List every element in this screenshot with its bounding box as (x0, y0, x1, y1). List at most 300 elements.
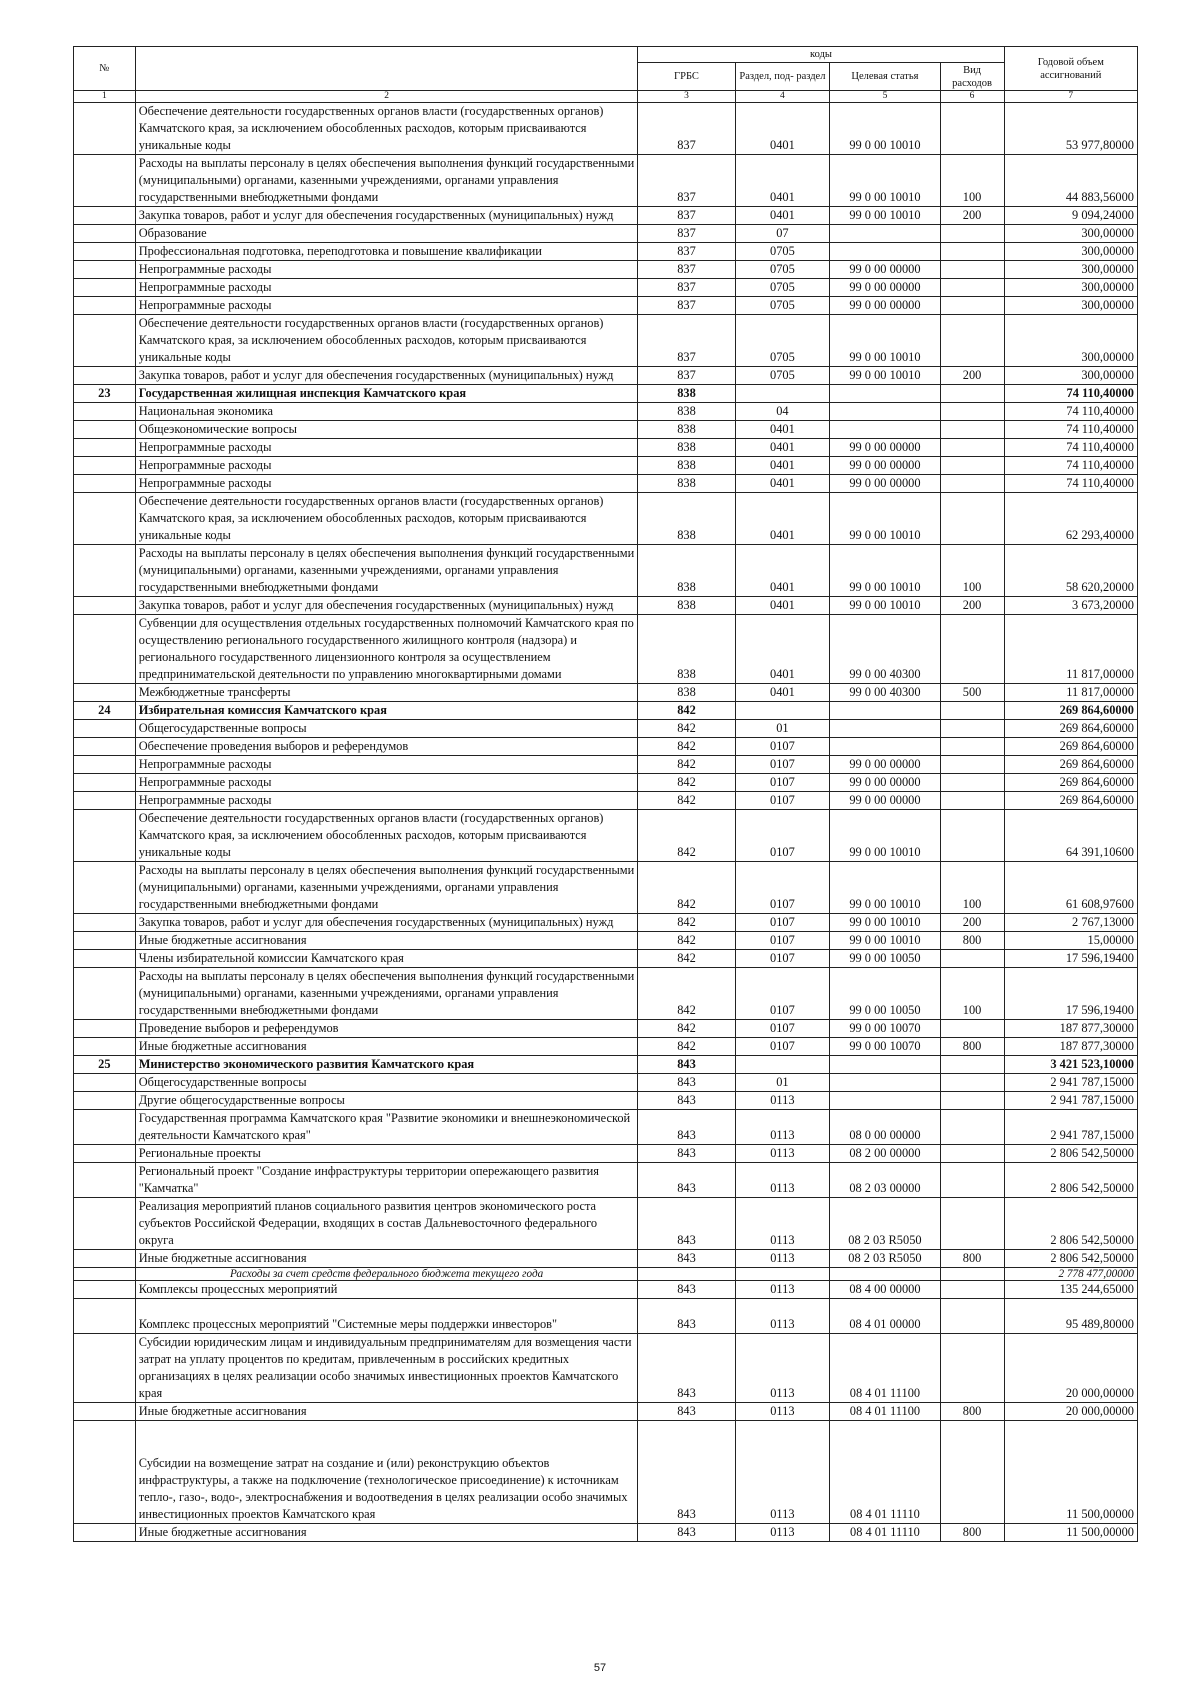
row-section: 0107 (735, 1020, 830, 1038)
table-row (74, 810, 1138, 862)
row-section: 0107 (735, 792, 830, 810)
row-section: 01 (735, 720, 830, 738)
row-grbs: 838 (638, 403, 735, 421)
row-grbs: 842 (638, 1038, 735, 1056)
row-target (830, 1092, 940, 1110)
row-name: Иные бюджетные ассигнования (135, 932, 638, 950)
row-section: 0401 (735, 207, 830, 225)
row-number (74, 792, 136, 810)
row-type: 100 (940, 155, 1004, 207)
row-amount: 61 608,97600 (1004, 862, 1137, 914)
row-name: Закупка товаров, работ и услуг для обеспечения государственных (муниципальных) нужд (135, 367, 638, 385)
row-amount: 269 864,60000 (1004, 774, 1137, 792)
row-number (74, 862, 136, 914)
row-number (74, 738, 136, 756)
table-row (74, 950, 1138, 968)
row-amount: 9 094,24000 (1004, 207, 1137, 225)
row-target: 99 0 00 10050 (830, 950, 940, 968)
table-row (74, 1299, 1138, 1334)
row-type (940, 1163, 1004, 1198)
row-number (74, 439, 136, 457)
table-row (74, 367, 1138, 385)
row-number (74, 315, 136, 367)
row-grbs: 837 (638, 279, 735, 297)
row-type: 100 (940, 545, 1004, 597)
row-number: 24 (74, 702, 136, 720)
row-number (74, 1110, 136, 1145)
row-name: Субсидии на возмещение затрат на создание и (или) реконструкцию объектов инфраструктуры, а также на подключение (технологическое присоединение) к источникам тепло-, газо-, водо-, электроснабжения и водоотведения в целях реализации особо значимых инвестиционных проектов Камчатского края (135, 1421, 638, 1524)
row-grbs: 843 (638, 1056, 735, 1074)
row-amount: 2 806 542,50000 (1004, 1198, 1137, 1250)
row-section: 0113 (735, 1421, 830, 1524)
table-row (74, 457, 1138, 475)
header-idx-7: 7 (1004, 91, 1137, 103)
row-amount: 74 110,40000 (1004, 385, 1137, 403)
row-amount: 11 817,00000 (1004, 615, 1137, 684)
row-number (74, 1163, 136, 1198)
row-type: 200 (940, 207, 1004, 225)
row-number (74, 225, 136, 243)
row-section (735, 385, 830, 403)
row-type (940, 1020, 1004, 1038)
row-section: 0401 (735, 439, 830, 457)
row-target: 99 0 00 00000 (830, 475, 940, 493)
row-amount: 3 673,20000 (1004, 597, 1137, 615)
row-number (74, 367, 136, 385)
row-amount: 135 244,65000 (1004, 1281, 1137, 1299)
row-grbs: 842 (638, 774, 735, 792)
row-section: 0107 (735, 756, 830, 774)
row-number (74, 545, 136, 597)
row-type (940, 493, 1004, 545)
table-row (74, 774, 1138, 792)
row-number (74, 261, 136, 279)
header-idx-2: 2 (135, 91, 638, 103)
row-number (74, 243, 136, 261)
header-type: Вид расходов (940, 63, 1004, 91)
table-row (74, 914, 1138, 932)
row-number (74, 810, 136, 862)
row-grbs: 842 (638, 914, 735, 932)
row-amount: 64 391,10600 (1004, 810, 1137, 862)
table-row (74, 439, 1138, 457)
table-row (74, 862, 1138, 914)
row-name: Расходы на выплаты персоналу в целях обеспечения выполнения функций государственными (муниципальными) органами, казенными учреждениями, органами управления государственными внебюджетными фондами (135, 862, 638, 914)
row-number (74, 756, 136, 774)
budget-table-page (73, 46, 1138, 1542)
row-amount: 20 000,00000 (1004, 1334, 1137, 1403)
table-row (74, 243, 1138, 261)
row-grbs: 838 (638, 385, 735, 403)
table-row (74, 103, 1138, 155)
row-number (74, 684, 136, 702)
row-type (940, 615, 1004, 684)
row-grbs: 838 (638, 475, 735, 493)
row-grbs: 838 (638, 493, 735, 545)
row-target (830, 243, 940, 261)
row-amount: 269 864,60000 (1004, 720, 1137, 738)
row-number (74, 720, 136, 738)
table-row (74, 315, 1138, 367)
row-grbs: 837 (638, 297, 735, 315)
row-section: 0401 (735, 103, 830, 155)
row-name: Реализация мероприятий планов социального развития центров экономического роста субъектов Российской Федерации, входящих в состав Дальневосточного федерального округа (135, 1198, 638, 1250)
row-section: 0401 (735, 457, 830, 475)
row-grbs: 842 (638, 702, 735, 720)
row-amount: 300,00000 (1004, 261, 1137, 279)
row-name: Обеспечение деятельности государственных органов власти (государственных органов) Камчатского края, за исключением обособленных расходов, которым присваиваются уникальные коды (135, 315, 638, 367)
row-name: Региональные проекты (135, 1145, 638, 1163)
row-target: 08 4 01 00000 (830, 1299, 940, 1334)
row-target: 08 2 03 R5050 (830, 1250, 940, 1268)
row-section: 0705 (735, 297, 830, 315)
row-number (74, 968, 136, 1020)
row-grbs: 843 (638, 1281, 735, 1299)
row-type: 800 (940, 1038, 1004, 1056)
header-section: Раздел, под- раздел (735, 63, 830, 91)
row-name: Непрограммные расходы (135, 457, 638, 475)
row-type: 800 (940, 1403, 1004, 1421)
row-type (940, 297, 1004, 315)
budget-table (73, 46, 1138, 1542)
row-section: 0705 (735, 315, 830, 367)
row-grbs: 838 (638, 421, 735, 439)
row-type (940, 1145, 1004, 1163)
row-name: Министерство экономического развития Камчатского края (135, 1056, 638, 1074)
row-grbs: 838 (638, 545, 735, 597)
row-grbs: 842 (638, 792, 735, 810)
table-row (74, 403, 1138, 421)
row-number (74, 615, 136, 684)
row-target: 08 4 01 11100 (830, 1334, 940, 1403)
row-type (940, 720, 1004, 738)
table-row (74, 1198, 1138, 1250)
row-target (830, 403, 940, 421)
row-amount: 74 110,40000 (1004, 403, 1137, 421)
row-target: 99 0 00 00000 (830, 261, 940, 279)
row-amount: 300,00000 (1004, 243, 1137, 261)
table-row (74, 792, 1138, 810)
row-section (735, 702, 830, 720)
row-target: 08 0 00 00000 (830, 1110, 940, 1145)
row-number (74, 1403, 136, 1421)
row-type (940, 225, 1004, 243)
row-name: Непрограммные расходы (135, 756, 638, 774)
row-grbs: 843 (638, 1074, 735, 1092)
row-amount: 269 864,60000 (1004, 756, 1137, 774)
row-target (830, 720, 940, 738)
row-target: 99 0 00 40300 (830, 684, 940, 702)
row-grbs: 837 (638, 261, 735, 279)
row-amount: 300,00000 (1004, 279, 1137, 297)
row-type: 100 (940, 862, 1004, 914)
table-row (74, 1038, 1138, 1056)
row-target: 08 2 03 R5050 (830, 1198, 940, 1250)
row-amount: 2 767,13000 (1004, 914, 1137, 932)
row-amount: 300,00000 (1004, 225, 1137, 243)
row-grbs: 838 (638, 597, 735, 615)
row-target: 99 0 00 10010 (830, 810, 940, 862)
table-row (74, 756, 1138, 774)
row-section: 0705 (735, 279, 830, 297)
row-amount: 2 941 787,15000 (1004, 1092, 1137, 1110)
row-number (74, 1092, 136, 1110)
row-target: 99 0 00 00000 (830, 297, 940, 315)
row-section: 07 (735, 225, 830, 243)
row-section: 0401 (735, 597, 830, 615)
table-row (74, 720, 1138, 738)
row-number (74, 1038, 136, 1056)
row-name: Непрограммные расходы (135, 475, 638, 493)
table-row (74, 475, 1138, 493)
row-section: 0113 (735, 1198, 830, 1250)
row-amount: 2 941 787,15000 (1004, 1074, 1137, 1092)
row-amount: 62 293,40000 (1004, 493, 1137, 545)
row-number (74, 1145, 136, 1163)
row-grbs: 842 (638, 720, 735, 738)
row-number (74, 950, 136, 968)
row-type (940, 315, 1004, 367)
row-name: Обеспечение деятельности государственных органов власти (государственных органов) Камчатского края, за исключением обособленных расходов, которым присваиваются уникальные коды (135, 810, 638, 862)
row-target: 99 0 00 40300 (830, 615, 940, 684)
row-name: Обеспечение проведения выборов и референдумов (135, 738, 638, 756)
row-number (74, 597, 136, 615)
row-number (74, 1281, 136, 1299)
row-name: Закупка товаров, работ и услуг для обеспечения государственных (муниципальных) нужд (135, 207, 638, 225)
row-name: Региональный проект "Создание инфраструктуры территории опережающего развития "Камчатка" (135, 1163, 638, 1198)
row-grbs: 838 (638, 615, 735, 684)
table-row (74, 738, 1138, 756)
row-number (74, 103, 136, 155)
row-section: 0113 (735, 1163, 830, 1198)
row-target (830, 1268, 940, 1281)
row-target: 99 0 00 00000 (830, 279, 940, 297)
row-target (830, 738, 940, 756)
row-amount: 269 864,60000 (1004, 702, 1137, 720)
row-type (940, 1110, 1004, 1145)
row-amount: 74 110,40000 (1004, 457, 1137, 475)
row-target (830, 421, 940, 439)
table-row (74, 493, 1138, 545)
row-grbs: 837 (638, 207, 735, 225)
row-name: Расходы за счет средств федерального бюджета текущего года (135, 1268, 638, 1281)
row-name: Закупка товаров, работ и услуг для обеспечения государственных (муниципальных) нужд (135, 914, 638, 932)
table-row (74, 1403, 1138, 1421)
row-amount: 300,00000 (1004, 367, 1137, 385)
row-name: Иные бюджетные ассигнования (135, 1038, 638, 1056)
row-section: 0401 (735, 545, 830, 597)
row-number (74, 421, 136, 439)
row-amount: 11 500,00000 (1004, 1421, 1137, 1524)
row-type (940, 439, 1004, 457)
row-section: 0705 (735, 261, 830, 279)
table-row (74, 1421, 1138, 1524)
row-section: 0113 (735, 1092, 830, 1110)
row-type (940, 1092, 1004, 1110)
row-grbs: 843 (638, 1092, 735, 1110)
row-target (830, 702, 940, 720)
table-body (74, 103, 1138, 1542)
row-type (940, 421, 1004, 439)
row-amount: 11 500,00000 (1004, 1524, 1137, 1542)
row-type: 800 (940, 1524, 1004, 1542)
page-number: 57 (593, 1662, 607, 1674)
row-target (830, 225, 940, 243)
row-target (830, 1074, 940, 1092)
table-row (74, 1281, 1138, 1299)
row-name: Профессиональная подготовка, переподготовка и повышение квалификации (135, 243, 638, 261)
table-row (74, 155, 1138, 207)
row-section: 0113 (735, 1403, 830, 1421)
row-target: 08 2 00 00000 (830, 1145, 940, 1163)
row-target: 99 0 00 10010 (830, 545, 940, 597)
row-target: 99 0 00 10010 (830, 103, 940, 155)
row-target: 99 0 00 00000 (830, 457, 940, 475)
table-row (74, 615, 1138, 684)
row-section: 0107 (735, 968, 830, 1020)
row-target: 99 0 00 10010 (830, 493, 940, 545)
header-idx-5: 5 (830, 91, 940, 103)
row-grbs: 842 (638, 862, 735, 914)
row-name: Иные бюджетные ассигнования (135, 1524, 638, 1542)
header-name (135, 47, 638, 91)
row-name: Субсидии юридическим лицам и индивидуальным предпринимателям для возмещения части затрат на уплату процентов по кредитам, привлеченным в российских кредитных организациях в целях реализации особо значимых инвестиционных проектов Камчатского края (135, 1334, 638, 1403)
row-number (74, 1020, 136, 1038)
header-amount: Годовой объем ассигнований (1004, 47, 1137, 91)
row-amount: 187 877,30000 (1004, 1038, 1137, 1056)
row-grbs: 842 (638, 810, 735, 862)
row-amount: 11 817,00000 (1004, 684, 1137, 702)
row-section: 0113 (735, 1250, 830, 1268)
row-grbs: 842 (638, 1020, 735, 1038)
table-row (74, 545, 1138, 597)
row-number (74, 1334, 136, 1403)
row-number (74, 475, 136, 493)
row-name: Субвенции для осуществления отдельных государственных полномочий Камчатского края по осуществлению регионального государственного жилищного контроля (надзора) и регионального государственного лицензионного контроля за осуществлением предпринимательской деятельности по управлению многоквартирными домами (135, 615, 638, 684)
table-row (74, 684, 1138, 702)
row-number (74, 1299, 136, 1334)
row-section: 0401 (735, 421, 830, 439)
row-number (74, 457, 136, 475)
row-amount: 3 421 523,10000 (1004, 1056, 1137, 1074)
row-grbs: 842 (638, 932, 735, 950)
row-section: 0113 (735, 1299, 830, 1334)
row-number (74, 207, 136, 225)
row-section (735, 1268, 830, 1281)
row-name: Непрограммные расходы (135, 261, 638, 279)
row-amount: 269 864,60000 (1004, 792, 1137, 810)
header-codes-group: коды (638, 47, 1004, 63)
row-name: Общегосударственные вопросы (135, 720, 638, 738)
table-row (74, 297, 1138, 315)
table-row (74, 1268, 1138, 1281)
row-type (940, 1421, 1004, 1524)
header-idx-1: 1 (74, 91, 136, 103)
row-amount: 2 806 542,50000 (1004, 1163, 1137, 1198)
table-row (74, 225, 1138, 243)
row-target (830, 385, 940, 403)
row-target: 99 0 00 10010 (830, 315, 940, 367)
row-type (940, 1334, 1004, 1403)
table-row (74, 1163, 1138, 1198)
row-type (940, 1268, 1004, 1281)
row-name: Расходы на выплаты персоналу в целях обеспечения выполнения функций государственными (муниципальными) органами, казенными учреждениями, органами управления государственными внебюджетными фондами (135, 545, 638, 597)
row-target: 99 0 00 00000 (830, 792, 940, 810)
row-name: Проведение выборов и референдумов (135, 1020, 638, 1038)
table-row (74, 1074, 1138, 1092)
row-number: 25 (74, 1056, 136, 1074)
row-amount: 15,00000 (1004, 932, 1137, 950)
row-grbs: 843 (638, 1198, 735, 1250)
row-section (735, 1056, 830, 1074)
row-number: 23 (74, 385, 136, 403)
table-row (74, 1524, 1138, 1542)
row-section: 0401 (735, 615, 830, 684)
row-number (74, 1250, 136, 1268)
row-amount: 2 806 542,50000 (1004, 1250, 1137, 1268)
row-amount: 300,00000 (1004, 297, 1137, 315)
row-section: 0705 (735, 367, 830, 385)
row-type (940, 457, 1004, 475)
row-amount: 2 941 787,15000 (1004, 1110, 1137, 1145)
row-grbs: 843 (638, 1403, 735, 1421)
row-type (940, 243, 1004, 261)
row-grbs: 837 (638, 155, 735, 207)
row-section: 0113 (735, 1524, 830, 1542)
row-grbs: 843 (638, 1110, 735, 1145)
row-target (830, 1056, 940, 1074)
header-idx-6: 6 (940, 91, 1004, 103)
row-type (940, 1198, 1004, 1250)
row-grbs: 843 (638, 1250, 735, 1268)
header-idx-4: 4 (735, 91, 830, 103)
table-row (74, 1020, 1138, 1038)
row-grbs: 842 (638, 950, 735, 968)
row-grbs: 837 (638, 225, 735, 243)
row-target: 08 4 00 00000 (830, 1281, 940, 1299)
row-type: 200 (940, 367, 1004, 385)
row-amount: 53 977,80000 (1004, 103, 1137, 155)
row-amount: 58 620,20000 (1004, 545, 1137, 597)
row-target: 99 0 00 10010 (830, 367, 940, 385)
row-section: 0705 (735, 243, 830, 261)
row-type (940, 385, 1004, 403)
row-grbs: 843 (638, 1421, 735, 1524)
row-name: Обеспечение деятельности государственных органов власти (государственных органов) Камчатского края, за исключением обособленных расходов, которым присваиваются уникальные коды (135, 493, 638, 545)
row-target: 99 0 00 00000 (830, 439, 940, 457)
row-section: 0107 (735, 810, 830, 862)
row-type (940, 1281, 1004, 1299)
row-section: 0113 (735, 1110, 830, 1145)
row-number (74, 493, 136, 545)
row-amount: 44 883,56000 (1004, 155, 1137, 207)
row-section: 01 (735, 1074, 830, 1092)
row-name: Иные бюджетные ассигнования (135, 1403, 638, 1421)
row-amount: 187 877,30000 (1004, 1020, 1137, 1038)
row-section: 0107 (735, 862, 830, 914)
row-section: 0113 (735, 1334, 830, 1403)
row-grbs: 838 (638, 684, 735, 702)
row-target: 99 0 00 10050 (830, 968, 940, 1020)
row-type (940, 279, 1004, 297)
row-name: Межбюджетные трансферты (135, 684, 638, 702)
row-grbs: 842 (638, 968, 735, 1020)
table-row (74, 597, 1138, 615)
row-section: 0401 (735, 155, 830, 207)
table-row (74, 932, 1138, 950)
table-row (74, 207, 1138, 225)
table-row (74, 702, 1138, 720)
